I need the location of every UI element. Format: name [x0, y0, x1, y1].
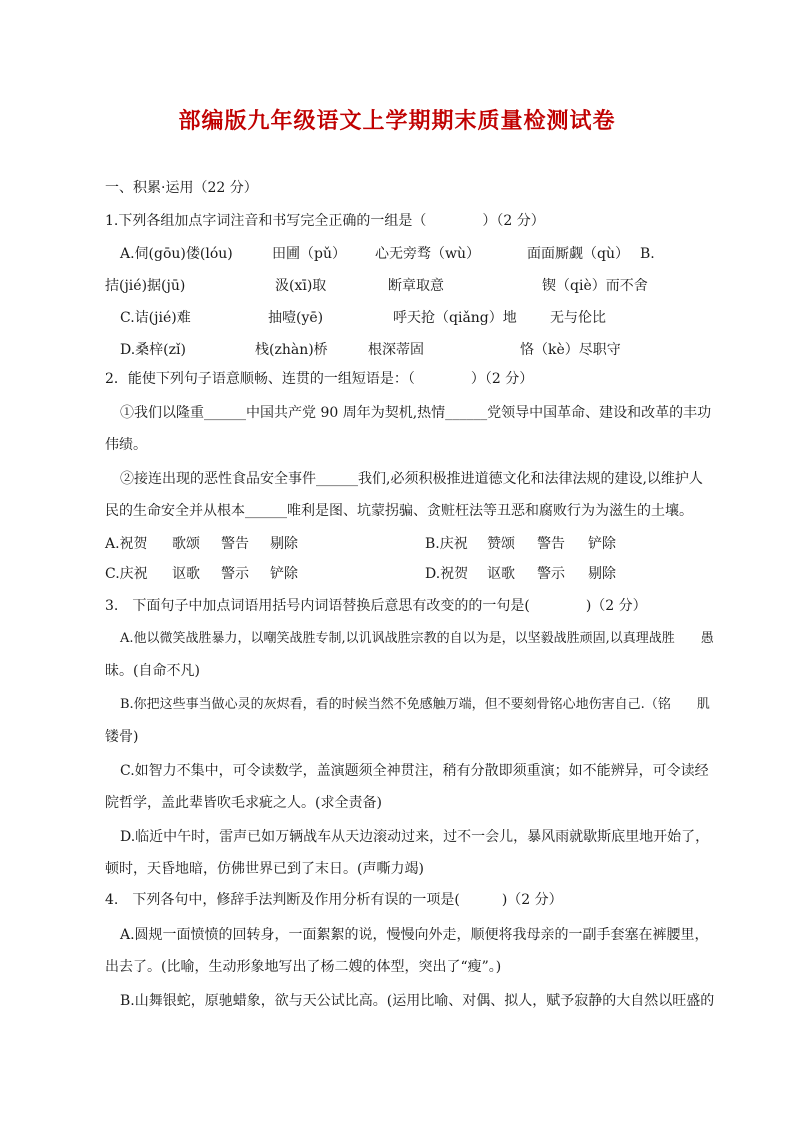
q1-option-a-3: 心无旁骛（wù）	[375, 246, 480, 262]
q2-option-c-4: 铲除	[270, 566, 298, 582]
q1-option-b-3: 断章取意	[388, 278, 444, 294]
q3-option-d-line-1: D.临近中午时，雷声已如万辆战车从天边滚动过来，过不一会儿，暴风雨就歇斯底里地开始了，	[120, 829, 710, 845]
q2-option-c-2: 讴歌	[172, 566, 200, 582]
q1-option-b-marker: B.	[640, 246, 655, 262]
q1-option-d-2: 栈(zhàn)桥	[255, 342, 328, 358]
q4-option-a-line-1: A.圆规一面愤愤的回转身，一面絮絮的说，慢慢向外走，顺便将我母亲的一副手套塞在裤腰里，	[120, 927, 709, 943]
q3-option-a-line-1: A.他以微笑战胜暴力，以嘲笑战胜专制,以讥讽战胜宗教的自以为是，以坚毅战胜顽固,以真理战胜 愚	[120, 631, 714, 646]
q4-option-b-line-1: B.山舞银蛇，原驰蜡象，欲与天公试比高。(运用比喻、对偶、拟人，赋予寂静的大自然以旺盛的	[120, 993, 715, 1009]
q1-stem: 1.下列各组加点字词注音和书写完全正确的一组是（ ）（2 分）	[105, 213, 545, 229]
q3-option-b-line-1: B.你把这些事当做心灵的灰烬看，看的时候当然不免感触万端，但不要刻骨铭心地伤害自己.（铭 肌	[120, 697, 710, 712]
q3-option-c-line-2: 院哲学，盖此辈皆吹毛求疵之人。(求全责备)	[105, 795, 382, 811]
page-title: 部编版九年级语文上学期期末质量检测试卷	[178, 109, 616, 134]
q1-option-d-3: 根深蒂固	[368, 342, 424, 358]
q2-option-d-4: 剔除	[588, 566, 616, 582]
q2-option-a-3: 警告	[221, 536, 249, 552]
q2-option-c-3: 警示	[221, 566, 249, 582]
q2-option-d-1: D.祝贺	[425, 566, 469, 582]
q2-option-d-3: 警示	[537, 566, 565, 582]
q4-option-a-line-2: 出去了。(比喻，生动形象地写出了杨二嫂的体型，突出了“瘦”。)	[105, 959, 502, 975]
q2-option-b-2: 赞颂	[487, 536, 515, 552]
q4-stem: 4. 下列各句中，修辞手法判断及作用分析有误的一项是( )（2 分）	[105, 892, 563, 908]
q2-option-c-1: C.庆祝	[105, 566, 148, 582]
q1-option-d-1: D.桑梓(zǐ)	[120, 342, 186, 358]
q2-option-b-3: 警告	[537, 536, 565, 552]
q2-stem: 2．能使下列句子语意顺畅、连贯的一组短语是：（ ）（2 分）	[105, 371, 534, 387]
q1-option-d-4: 恪（kè）尽职守	[520, 342, 621, 358]
q3-option-a-line-2: 昧。(自命不凡)	[105, 663, 200, 679]
q2-option-d-2: 讴歌	[487, 566, 515, 582]
q1-option-c-2: 抽噎(yē)	[268, 310, 324, 326]
q1-option-b-4: 锲（qiè）而不舍	[542, 278, 648, 294]
q3-option-c-line-1: C.如智力不集中，可令读数学，盖演题须全神贯注，稍有分散即须重演；如不能辨异，可令读经	[120, 763, 709, 779]
q2-sentence-2-line-2: 民的生命安全并从根本______唯利是图、坑蒙拐骗、贪赃枉法等丑恶和腐败行为为滋生的土壤。	[105, 503, 693, 519]
q2-option-a-1: A.祝贺	[105, 536, 148, 552]
q1-option-c-3: 呼天抢（qiǎng）地	[393, 310, 517, 326]
q2-sentence-1-line-2: 伟绩。	[105, 437, 147, 453]
q2-option-a-2: 歌颂	[172, 536, 200, 552]
q2-option-b-4: 铲除	[588, 536, 616, 552]
q1-option-a-1: A.伺(gōu)偻(lóu)	[120, 246, 233, 262]
q2-sentence-1-line-1: ①我们以隆重______中国共产党 90 周年为契机,热情______党领导中国革命、建设和改革的丰功	[120, 405, 712, 421]
q2-option-b-1: B.庆祝	[425, 536, 468, 552]
q2-option-a-4: 剔除	[270, 536, 298, 552]
q1-option-b-1: 拮(jié)据(jū)	[105, 278, 186, 294]
q3-option-b-line-2: 镂骨)	[105, 729, 139, 745]
q1-option-c-1: C.诘(jié)难	[120, 310, 191, 326]
q1-option-a-2: 田圃（pǔ）	[272, 246, 346, 262]
q1-option-b-2: 汲(xī)取	[275, 278, 327, 294]
q1-option-c-4: 无与伦比	[550, 310, 606, 326]
q3-stem: 3. 下面句子中加点词语用括号内词语替换后意思有改变的的一句是( )（2 分）	[105, 598, 647, 614]
q3-option-d-line-2: 顿时，天昏地暗，仿佛世界已到了末日。(声嘶力竭)	[105, 861, 424, 877]
q2-sentence-2-line-1: ②接连出现的恶性食品安全事件______我们,必须积极推进道德文化和法律法规的建设,以维护人	[120, 471, 703, 487]
section-heading: 一、积累·运用（22 分）	[105, 180, 258, 196]
q1-option-a-4: 面面厮觑（qù）	[527, 246, 629, 262]
